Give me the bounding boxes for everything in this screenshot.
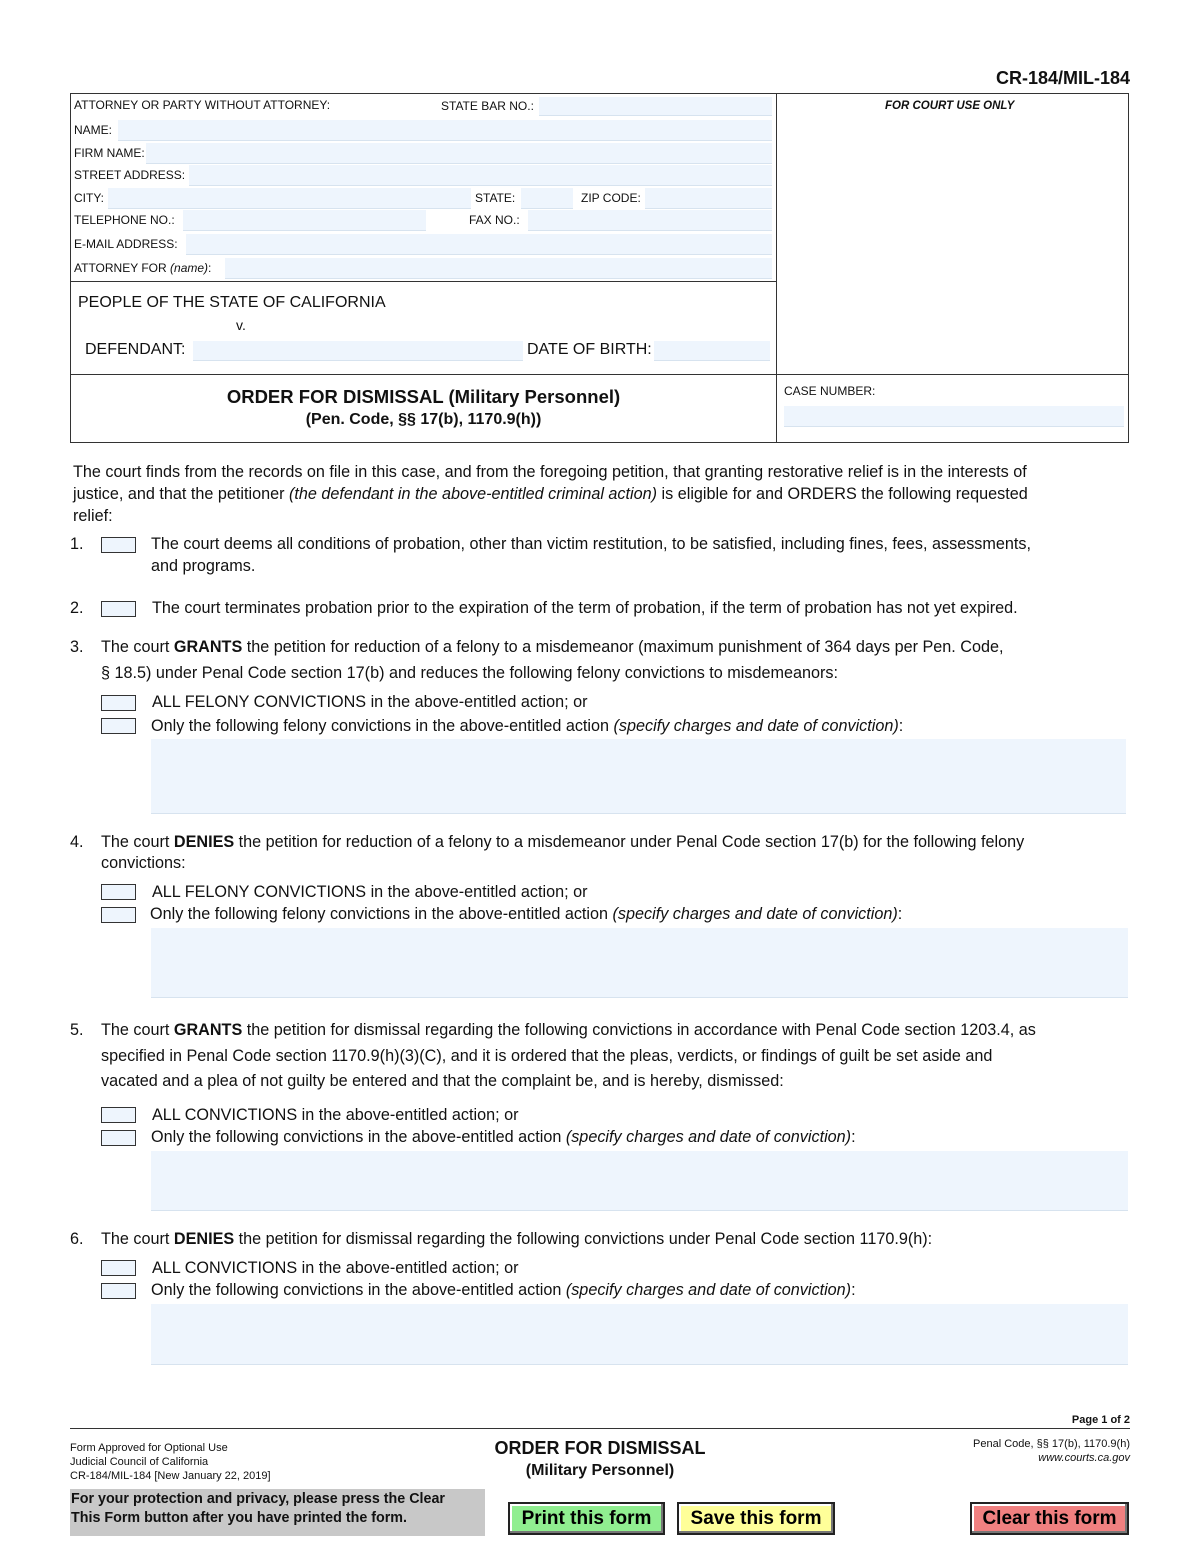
- privacy-notice: [70, 1489, 485, 1536]
- item-4-only-hint: (specify charges and date of conviction): [612, 905, 898, 923]
- item-6-all-checkbox[interactable]: [101, 1260, 136, 1276]
- item-6-line-1: [101, 1228, 932, 1250]
- court-use-label: FOR COURT USE ONLY: [885, 100, 1015, 112]
- item-2-checkbox[interactable]: [101, 601, 136, 617]
- item-1-line-1: The court deems all conditions of probation, other than victim restitution, to be satisfied, including fines, fees, assessments,: [151, 535, 1031, 553]
- item-5-details-field[interactable]: [151, 1151, 1128, 1211]
- footer-subtitle: (Military Personnel): [525, 1462, 675, 1479]
- item-5-bold: GRANTS: [173, 1021, 243, 1039]
- item-6-rest: the petition for dismissal regarding the following convictions under Penal Code section 1170.9(h):: [234, 1230, 933, 1248]
- name-label: NAME:: [74, 123, 113, 137]
- item-6-details-field[interactable]: [151, 1304, 1128, 1365]
- case-number-field[interactable]: [784, 406, 1124, 427]
- item-3-rest: the petition for reduction of a felony to a misdemeanor (maximum punishment of 364 days per Pen. Code,: [242, 638, 1004, 656]
- item-4-line-1: [101, 831, 1024, 853]
- item-3-bold: GRANTS: [173, 638, 243, 656]
- item-6-pre: The court: [101, 1230, 174, 1248]
- state-bar-field[interactable]: [539, 97, 772, 116]
- city-field[interactable]: [108, 188, 471, 209]
- save-button[interactable]: Save this form: [677, 1502, 835, 1535]
- item-2-number: 2.: [70, 599, 84, 617]
- zip-label: ZIP CODE:: [581, 191, 641, 205]
- footer-title: ORDER FOR DISMISSAL: [494, 1438, 706, 1458]
- item-3-only-checkbox[interactable]: [101, 718, 136, 734]
- item-5-only-hint: (specify charges and date of conviction): [565, 1128, 852, 1146]
- item-4-rest: the petition for reduction of a felony to a misdemeanor under Penal Code section 17(b) for the following felony: [234, 833, 1025, 851]
- item-5-only-text: [151, 1126, 856, 1148]
- item-3-pre: The court: [101, 638, 174, 656]
- form-title: ORDER FOR DISMISSAL (Military Personnel): [226, 386, 621, 407]
- page-number: Page 1 of 2: [1071, 1414, 1130, 1426]
- item-6-only-main: Only the following convictions in the above-entitled action: [151, 1281, 566, 1299]
- item-3-number: 3.: [70, 638, 84, 656]
- dob-field[interactable]: [654, 341, 770, 361]
- item-5-only-checkbox[interactable]: [101, 1130, 136, 1146]
- item-3-only-colon: :: [898, 717, 904, 735]
- footer-rule: [70, 1428, 1130, 1429]
- email-field[interactable]: [186, 234, 772, 255]
- telephone-field[interactable]: [183, 210, 426, 231]
- item-6-number: 6.: [70, 1230, 84, 1248]
- attorney-for-name-hint: (name): [170, 261, 209, 275]
- item-3-only-hint: (specify charges and date of conviction): [613, 717, 899, 735]
- item-1-number: 1.: [70, 535, 84, 553]
- item-4-pre: The court: [101, 833, 174, 851]
- email-label: E-MAIL ADDRESS:: [74, 237, 178, 251]
- item-3-only-main: Only the following felony convictions in the above-entitled action: [151, 717, 614, 735]
- item-4-number: 4.: [70, 833, 84, 851]
- item-2-line-1: The court terminates probation prior to the expiration of the term of probation, if the term of probation has not yet expired.: [152, 599, 1018, 617]
- state-bar-label: STATE BAR NO.:: [441, 99, 534, 113]
- attorney-label: ATTORNEY OR PARTY WITHOUT ATTORNEY:: [74, 98, 331, 112]
- item-6-all-text: ALL CONVICTIONS in the above-entitled action; or: [152, 1259, 519, 1277]
- item-4-only-main: Only the following felony convictions in the above-entitled action: [150, 905, 613, 923]
- footer-code: Penal Code, §§ 17(b), 1170.9(h): [973, 1438, 1130, 1450]
- defendant-label: DEFENDANT:: [85, 341, 186, 358]
- intro-line-1: The court finds from the records on file in this case, and from the foregoing petition, that granting restorative relief is in the interests of: [73, 463, 1027, 481]
- item-5-pre: The court: [101, 1021, 174, 1039]
- item-3-all-checkbox[interactable]: [101, 695, 136, 711]
- item-3-only-text: [151, 715, 903, 737]
- intro-line-2: [73, 483, 1028, 505]
- item-4-bold: DENIES: [173, 833, 235, 851]
- print-button[interactable]: Print this form: [508, 1502, 665, 1535]
- item-6-bold: DENIES: [173, 1230, 235, 1248]
- privacy-line-2: This Form button after you have printed the form.: [71, 1510, 407, 1526]
- attorney-for-text: ATTORNEY FOR: [74, 261, 167, 275]
- intro-line-3: relief:: [73, 507, 113, 525]
- form-subtitle: (Pen. Code, §§ 17(b), 1170.9(h)): [305, 411, 542, 428]
- item-5-number: 5.: [70, 1021, 84, 1039]
- form-id: CR-184/MIL-184: [995, 68, 1130, 88]
- item-3-line-1: [101, 636, 1003, 658]
- intro-line-2a: justice, and that the petitioner: [73, 485, 289, 503]
- approved-line-2: Judicial Council of California: [70, 1456, 209, 1468]
- caption-divider-2: [70, 374, 1129, 375]
- state-field[interactable]: [521, 188, 573, 209]
- item-5-only-main: Only the following convictions in the above-entitled action: [151, 1128, 566, 1146]
- item-1-checkbox[interactable]: [101, 537, 136, 553]
- approved-line-3: CR-184/MIL-184 [New January 22, 2019]: [70, 1470, 271, 1482]
- firm-name-label: FIRM NAME:: [74, 146, 145, 160]
- zip-field[interactable]: [645, 188, 772, 209]
- item-6-only-checkbox[interactable]: [101, 1283, 136, 1299]
- city-label: CITY:: [74, 191, 105, 205]
- item-4-only-colon: :: [897, 905, 903, 923]
- attorney-for-label: [74, 261, 211, 275]
- item-4-all-checkbox[interactable]: [101, 884, 136, 900]
- item-5-all-text: ALL CONVICTIONS in the above-entitled action; or: [152, 1106, 519, 1124]
- item-4-all-text: ALL FELONY CONVICTIONS in the above-entitled action; or: [152, 883, 588, 901]
- item-5-line-2: specified in Penal Code section 1170.9(h)(3)(C), and it is ordered that the pleas, verdicts, or findings of guilt be set aside and: [101, 1047, 993, 1065]
- dob-label: DATE OF BIRTH:: [527, 341, 652, 358]
- intro-line-2c: is eligible for and ORDERS the following requested: [657, 485, 1028, 503]
- item-5-line-1: [101, 1019, 1036, 1041]
- privacy-line-1: For your protection and privacy, please press the Clear: [71, 1491, 445, 1507]
- telephone-label: TELEPHONE NO.:: [74, 213, 175, 227]
- name-field[interactable]: [118, 120, 772, 141]
- attorney-for-field[interactable]: [225, 258, 772, 279]
- footer-website: www.courts.ca.gov: [1038, 1452, 1130, 1464]
- item-4-only-text: [150, 903, 902, 925]
- item-3-line-2: § 18.5) under Penal Code section 17(b) and reduces the following felony convictions to misdemeanors:: [101, 664, 838, 682]
- caption-divider-1: [70, 281, 777, 282]
- case-number-label: CASE NUMBER:: [784, 384, 876, 398]
- item-6-only-text: [151, 1279, 856, 1301]
- item-4-only-checkbox[interactable]: [101, 907, 136, 923]
- street-address-label: STREET ADDRESS:: [74, 168, 186, 182]
- clear-button[interactable]: Clear this form: [970, 1502, 1129, 1535]
- item-5-line-3: vacated and a plea of not guilty be entered and that the complaint be, and is hereby, dismissed:: [101, 1072, 784, 1090]
- intro-line-2b: (the defendant in the above-entitled criminal action): [288, 485, 658, 503]
- item-4-details-field[interactable]: [151, 928, 1128, 998]
- item-5-all-checkbox[interactable]: [101, 1107, 136, 1123]
- item-3-all-text: ALL FELONY CONVICTIONS in the above-entitled action; or: [152, 693, 588, 711]
- item-3-details-field[interactable]: [151, 739, 1126, 814]
- item-5-rest: the petition for dismissal regarding the following convictions in accordance with Penal Code section 1203.4, as: [242, 1021, 1036, 1039]
- people-text: PEOPLE OF THE STATE OF CALIFORNIA: [78, 294, 386, 311]
- attorney-for-colon: :: [208, 261, 212, 275]
- state-label: STATE:: [475, 191, 516, 205]
- firm-name-field[interactable]: [146, 143, 772, 164]
- fax-label: FAX NO.:: [469, 213, 520, 227]
- street-address-field[interactable]: [189, 165, 772, 186]
- item-4-line-2: convictions:: [101, 854, 186, 872]
- item-6-only-hint: (specify charges and date of conviction): [565, 1281, 852, 1299]
- approved-line-1: Form Approved for Optional Use: [70, 1442, 228, 1454]
- versus-text: v.: [236, 317, 246, 333]
- item-6-only-colon: :: [851, 1281, 856, 1299]
- defendant-field[interactable]: [193, 341, 523, 361]
- item-5-only-colon: :: [851, 1128, 856, 1146]
- item-1-line-2: and programs.: [151, 557, 256, 575]
- fax-field[interactable]: [528, 210, 772, 231]
